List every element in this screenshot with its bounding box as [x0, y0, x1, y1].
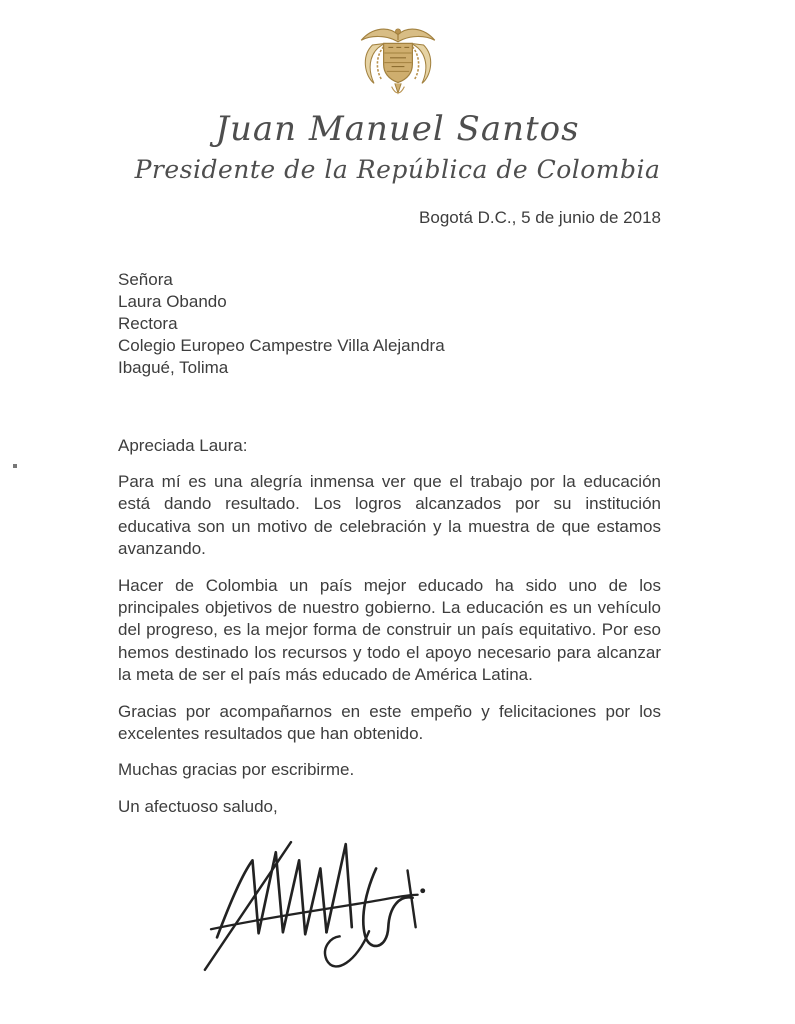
sender-title: Presidente de la República de Colombia	[134, 154, 661, 184]
recipient-institution: Colegio Europeo Campestre Villa Alejandra	[118, 335, 445, 355]
closing: Un afectuoso saludo,	[118, 796, 278, 816]
recipient-role: Rectora	[118, 313, 178, 333]
paragraph-3: Gracias por acompañarnos en este empeño y felicitaciones por los excelentes resultados que han obtenido.	[118, 701, 661, 743]
paragraph-2: Hacer de Colombia un país mejor educado ha sido uno de los principales objetivos de nuestro gobierno. La educación es un vehículo del progreso, es la mejor forma de construir un país equitativo. Por eso hemos destinado los recursos y todo el apoyo necesario para alcanzar la meta de ser el país más educado de América Latina.	[118, 575, 661, 685]
recipient-name: Laura Obando	[118, 291, 227, 311]
recipient-city: Ibagué, Tolima	[118, 357, 229, 377]
sender-name: Juan Manuel Santos	[215, 109, 580, 149]
recipient-block	[118, 269, 661, 379]
colombia-coat-of-arms-icon	[350, 20, 446, 106]
paragraph-4: Muchas gracias por escribirme.	[118, 760, 355, 780]
letter-body-column	[118, 207, 661, 986]
paragraph-1: Para mí es una alegría inmensa ver que el trabajo por la educación está dando resultado. Los logros alcanzados por su institución educativa son un motivo de celebración y la muestra de que estamos avanzando.	[118, 471, 661, 559]
greeting: Apreciada Laura:	[118, 435, 248, 455]
recipient-honorific: Señora	[118, 269, 173, 289]
signature-icon	[176, 834, 481, 986]
scan-artifact-dot	[13, 464, 17, 468]
dateline: Bogotá D.C., 5 de junio de 2018	[419, 207, 661, 227]
